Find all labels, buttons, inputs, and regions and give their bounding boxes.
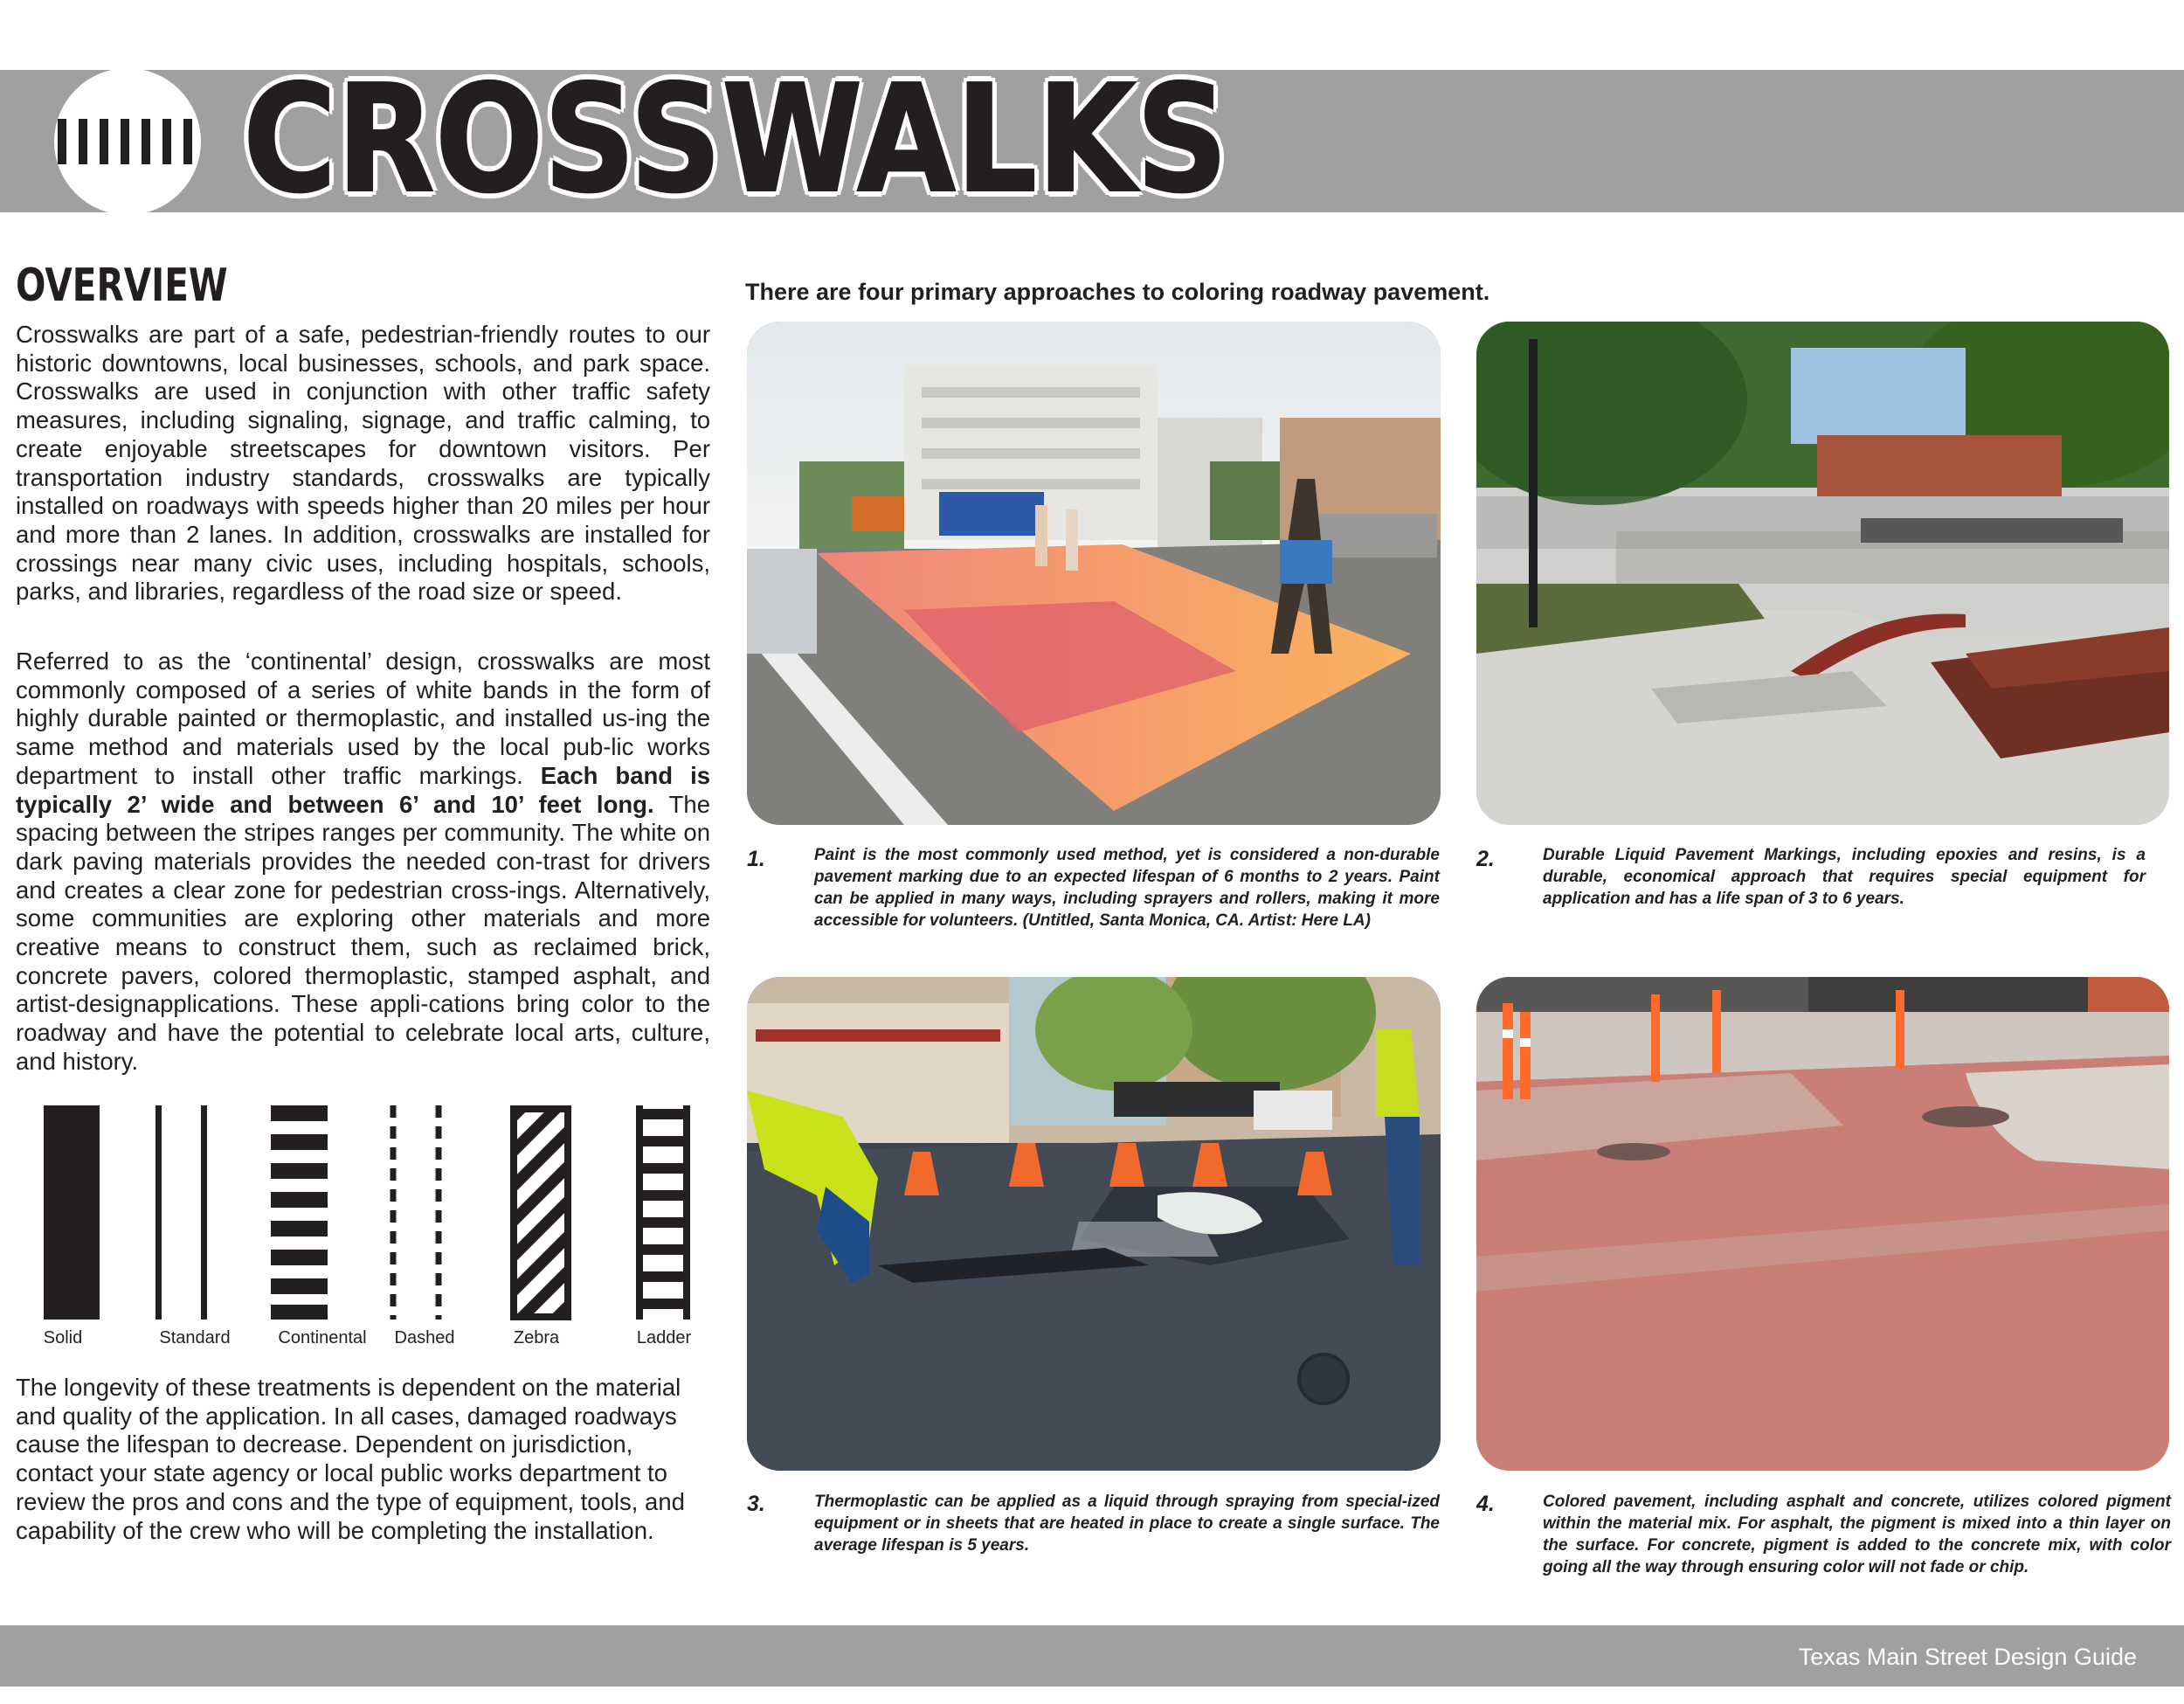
- liquid-markings-photo: [1476, 322, 2169, 825]
- caption-1-text: Paint is the most commonly used method, yet is considered a non-durable pavement marking due to an expected lifespan of 6 months to 2 years. Paint can be applied in many ways, including sprayers and rollers, making it more accessible for volunteers. (Untitled, Santa Monica, CA. Artist: Here LA): [814, 846, 1440, 930]
- caption-3-number: 3.: [747, 1492, 765, 1516]
- overview-paragraph-3: The longevity of these treatments is dependent on the material and quality of the application. In all cases, damaged roadways cause the lifespan to decrease. Dependent on jurisdiction, contact your state agency or local public works department to review the pros and cons and the type of equipment, tools, and capability of the crew who will be completing the installation.: [16, 1374, 685, 1544]
- caption-3-text: Thermoplastic can be applied as a liquid through spraying from special-ized equipment or in sheets that are heated in place to create a single surface. The average lifespan is 5 years.: [814, 1493, 1440, 1555]
- diagram-label-solid: Solid: [43, 1328, 83, 1347]
- diagram-label-dashed: Dashed: [394, 1328, 455, 1347]
- overview-paragraph-1: Crosswalks are part of a safe, pedestrian-friendly routes to our historic downtowns, local businesses, schools, and park space. Crosswalks are used in conjunction with other traffic safety measures, including signaling, signage, and traffic calming, to create enjoyable streetscapes for downtown visitors. Per transportation industry standards, crosswalks are typically installed on roadways with speeds higher than 20 miles per hour and more than 2 lanes. In addition, crosswalks are installed for crossings near many civic uses, including hospitals, schools, parks, and libraries, regardless of the road size or speed.: [16, 321, 710, 606]
- footer-guide-title: Texas Main Street Design Guide: [1798, 1644, 2137, 1670]
- band-size-note: Each band is typically 2’ wide and between 6’ and 10’ feet long.: [16, 761, 711, 818]
- crosswalk-logo-icon: [45, 68, 210, 215]
- ladder-crosswalk-icon: [636, 1105, 690, 1320]
- approaches-intro: There are four primary approaches to coloring roadway pavement.: [745, 279, 1490, 305]
- diagram-label-continental: Continental: [278, 1328, 367, 1347]
- caption-4-text: Colored pavement, including asphalt and concrete, utilizes colored pigment within the material mix. For asphalt, the pigment is mixed into a thin layer on the surface. For concrete, pigment is added to the concrete mix, with color going all the way through ensuring color will not fade or chip.: [1543, 1493, 2171, 1576]
- caption-4-number: 4.: [1476, 1492, 1495, 1516]
- zebra-crosswalk-icon: [498, 1097, 585, 1359]
- paragraph-2-start: Referred to as the ‘continental’ design, crosswalks are most commonly composed of a series of white bands in the form of highly durable painted or thermoplastic, and installed us-ing the same method and materials used by the local pub-lic works department to install other traffic markings.: [16, 648, 710, 789]
- diagram-label-zebra: Zebra: [513, 1328, 560, 1347]
- caption-2-text: Durable Liquid Pavement Markings, including epoxies and resins, is a durable, economical approach that requires special equipment for application and has a life span of 3 to 6 years.: [1543, 846, 2146, 908]
- page-title: CROSSWALKS: [243, 53, 1228, 226]
- colored-pavement-photo: [1476, 977, 2169, 1471]
- painted-crosswalk-photo: [747, 322, 1441, 825]
- crosswalk-types-diagram: [26, 1097, 708, 1359]
- thermoplastic-photo: [747, 977, 1441, 1471]
- continental-crosswalk-icon: [271, 1105, 328, 1320]
- diagram-label-standard: Standard: [159, 1328, 231, 1347]
- caption-2-number: 2.: [1476, 847, 1495, 871]
- diagram-label-ladder: Ladder: [636, 1328, 692, 1347]
- standard-crosswalk-icon: [156, 1105, 207, 1320]
- overview-paragraph-2: [16, 648, 710, 1077]
- paragraph-2-end: The spacing between the stripes ranges per community. The white on dark paving materials provides the needed con-trast for drivers and creates a clear zone for pedestrian cross-ings. Alternatively, some communities are exploring other materials and more creative means to construct them, such as reclaimed brick, concrete pavers, colored thermoplastic, stamped asphalt, and artist-designapplications. These appli-cations bring color to the roadway and have the potential to celebrate local arts, culture, and history.: [16, 790, 710, 1075]
- overview-heading: OVERVIEW: [16, 260, 228, 312]
- dashed-crosswalk-icon: [393, 1105, 439, 1320]
- caption-1-number: 1.: [747, 847, 765, 871]
- solid-crosswalk-icon: [44, 1105, 100, 1320]
